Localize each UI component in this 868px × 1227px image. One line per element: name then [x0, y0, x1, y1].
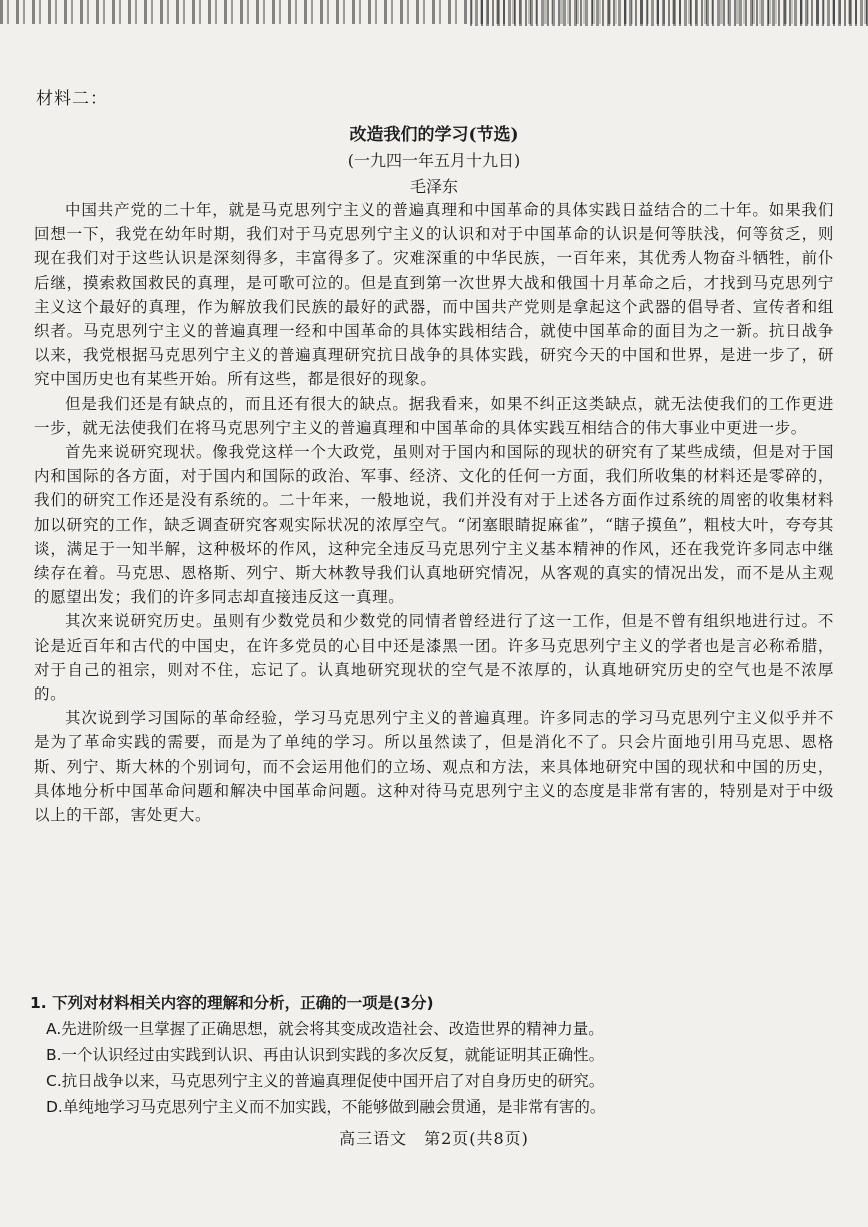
- article-author: 毛泽东: [409, 177, 458, 196]
- article-body: [34, 198, 834, 827]
- paragraph: 首先来说研究现状。像我党这样一个大政党，虽则对于国内和国际的现状的研究有了某些成绩，但是对于国内和国际的各方面，对于国内和国际的政治、军事、经济、文化的任何一方面，我们所收集的材料还是零碎的，我们的研究工作还是没有系统的。二十年来，一般地说，我们并没有对于上述各方面作过系统的周密的收集材料加以研究的工作，缺乏调查研究客观实际状况的浓厚空气。“闭塞眼睛捉麻雀”，“瞎子摸鱼”，粗枝大叶，夸夸其谈，满足于一知半解，这种极坏的作风，这种完全违反马克思列宁主义基本精神的作风，还在我党许多同志中继续存在着。马克思、恩格斯、列宁、斯大林教导我们认真地研究情况，从客观的真实的情况出发，而不是从主观的愿望出发；我们的许多同志却直接违反这一真理。: [34, 443, 834, 607]
- option-b: B.一个认识经过由实践到认识、再由认识到实践的多次反复，就能证明其正确性。: [46, 1046, 605, 1064]
- option-c: C.抗日战争以来，马克思列宁主义的普遍真理促使中国开启了对自身历史的研究。: [46, 1072, 605, 1090]
- paragraph: 其次说到学习国际的革命经验，学习马克思列宁主义的普遍真理。许多同志的学习马克思列宁主义似乎并不是为了革命实践的需要，而是为了单纯的学习。所以虽然读了，但是消化不了。只会片面地引用马克思、恩格斯、列宁、斯大林的个别词句，而不会运用他们的立场、观点和方法，来具体地研究中国的现状和中国的历史，具体地分析中国革命问题和解决中国革命问题。这种对待马克思列宁主义的态度是非常有害的，特别是对于中级以上的干部，害处更大。: [34, 709, 834, 825]
- material-label: 材料二：: [36, 89, 108, 109]
- paragraph: 中国共产党的二十年，就是马克思列宁主义的普遍真理和中国革命的具体实践日益结合的二十年。如果我们回想一下，我党在幼年时期，我们对于马克思列宁主义的认识和对于中国革命的认识是何等肤浅，何等贫乏，则现在我们对于这些认识是深刻得多，丰富得多了。灾难深重的中华民族，一百年来，其优秀人物奋斗牺牲，前仆后继，摸索救国救民的真理，是可歌可泣的。但是直到第一次世界大战和俄国十月革命之后，才找到马克思列宁主义这个最好的真理，作为解放我们民族的最好的武器，而中国共产党则是拿起这个武器的倡导者、宣传者和组织者。马克思列宁主义的普遍真理一经和中国革命的具体实践相结合，就使中国革命的面目为之一新。抗日战争以来，我党根据马克思列宁主义的普遍真理研究抗日战争的具体实践，研究今天的中国和世界，是进一步了，研究中国历史也有某些开始。所有这些，都是很好的现象。: [34, 201, 834, 389]
- paragraph: 但是我们还是有缺点的，而且还有很大的缺点。据我看来，如果不纠正这类缺点，就无法使我们的工作更进一步，就无法使我们在将马克思列宁主义的普遍真理和中国革命的具体实践互相结合的伟大事业中更进一步。: [34, 394, 834, 437]
- option-d: D.单纯地学习马克思列宁主义而不加实践，不能够做到融会贯通，是非常有害的。: [46, 1098, 606, 1116]
- question-block: [30, 990, 840, 1120]
- option-a: A.先进阶级一旦掌握了正确思想，就会将其变成改造社会、改造世界的精神力量。: [46, 1020, 604, 1038]
- page-footer: 高三语文 第2页(共8页): [339, 1129, 529, 1148]
- question-stem: 1. 下列对材料相关内容的理解和分析，正确的一项是(3分): [30, 994, 434, 1012]
- article-date: (一九四一年五月十九日): [347, 151, 521, 170]
- article-title: 改造我们的学习(节选): [349, 125, 519, 145]
- paragraph: 其次来说研究历史。虽则有少数党员和少数党的同情者曾经进行了这一工作，但是不曾有组织地进行过。不论是近百年和古代的中国史，在许多党员的心目中还是漆黑一团。许多马克思列宁主义的学者也是言必称希腊，对于自己的祖宗，则对不住，忘记了。认真地研究现状的空气是不浓厚的，认真地研究历史的空气也是不浓厚的。: [34, 612, 834, 704]
